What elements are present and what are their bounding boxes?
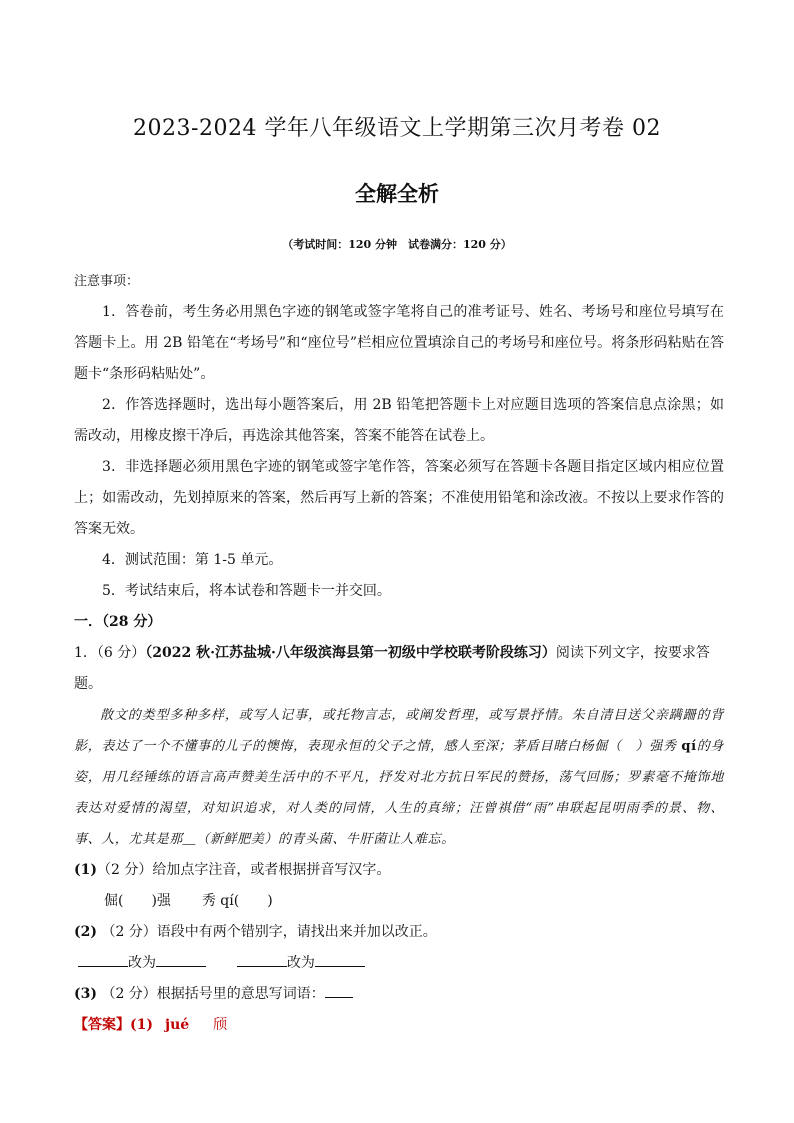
- note-item-1: 1．答卷前，考生务必用黑色字迹的钢笔或签字笔将自己的准考证号、姓名、考场号和座位号填写在答题卡上。用 2B 铅笔在“考场号”和“座位号”栏相应位置填涂自己的考场号和座位号。将条形码粘贴在答题卡“条形码粘贴处”。: [74, 304, 724, 382]
- word-blank: [325, 983, 353, 998]
- section-heading: 一．（28 分）: [74, 614, 162, 630]
- change-label-1: 改为: [128, 955, 156, 971]
- correct-char-blank-2: [315, 952, 365, 967]
- sub-question-2-blanks: [74, 948, 724, 979]
- document-title: 2023-2024 学年八年级语文上学期第三次月考卷 02: [133, 116, 661, 141]
- sub-question-3-text: （2 分）根据括号里的意思写词语：: [101, 986, 325, 1002]
- answer-number: (1): [130, 1017, 153, 1033]
- document-body: [74, 266, 724, 1041]
- passage-part-b: 的身姿，用几经锤练的语言高声赞美生活中的不平凡，抒发对北方抗日军民的赞扬，荡气回肠；罗素毫不掩饰地表达对爱情的渴望，对知识追求，对人类的同情，人生的真缔；汪曾祺借“雨”串联起昆明雨季的景、物、事、人，尤其是那＿（新鲜肥美）的青头菌、牛肝菌让人难忘。: [74, 739, 724, 847]
- sub-question-2: [74, 917, 724, 948]
- question-1-heading: [74, 638, 724, 700]
- note-item-2: 2．作答选择题时，选出每小题答案后，用 2B 铅笔把答题卡上对应题目选项的答案信息点涂黑；如需改动，用橡皮擦干净后，再选涂其他答案，答案不能答在试卷上。: [74, 397, 724, 444]
- answer-line: [74, 1010, 724, 1041]
- answer-tag: 【答案】: [74, 1017, 130, 1033]
- answer-char: 颀: [213, 1017, 228, 1033]
- note-item-3: 3．非选择题必须用黑色字迹的钢笔或签字笔作答，答案必须写在答题卡各题目指定区域内相应位置上；如需改动，先划掉原来的答案，然后再写上新的答案；不准使用铅笔和涂改液。不按以上要求作答的答案无效。: [74, 459, 724, 537]
- exam-info: （考试时间：120 分钟 试卷满分：120 分）: [282, 238, 512, 251]
- passage-part-a: 散文的类型多种多样，或写人记事，或托物言志，或阐发哲理，或写景抒情。朱自清目送父亲蹒跚的背影，表达了一个不懂事的儿子的懊悔，表现永恒的父子之情，感人至深；茅盾目睹白杨倔（ ）强秀: [74, 708, 724, 754]
- wrong-char-blank-1: [78, 952, 128, 967]
- answer-pinyin: jué: [165, 1017, 190, 1033]
- document-subtitle: 全解全析: [355, 182, 439, 206]
- sub-question-3-number: (3): [74, 986, 97, 1002]
- sub-question-1-number: (1): [74, 862, 97, 878]
- reading-passage: [74, 700, 724, 855]
- note-item-4: 4．测试范围：第 1-5 单元。: [102, 552, 283, 568]
- question-1-source: （2022 秋·江苏盐城·八年级滨海县第一初级中学校联考阶段练习）: [145, 645, 556, 661]
- blank-jue: 倔( )强: [104, 893, 171, 909]
- blank-qi: 秀 qí( ): [201, 893, 273, 909]
- change-label-2: 改为: [286, 955, 315, 971]
- notes-title: 注意事项：: [74, 274, 140, 289]
- sub-question-1: [74, 855, 724, 886]
- question-1-instruction: 阅读下列文字，按要求答题。: [74, 645, 710, 692]
- sub-question-3: [74, 979, 724, 1010]
- correct-char-blank-1: [156, 952, 206, 967]
- note-item-5: 5．考试结束后，将本试卷和答题卡一并交回。: [102, 583, 391, 599]
- sub-question-1-text: （2 分）给加点字注音，或者根据拼音写汉字。: [97, 862, 391, 878]
- sub-question-1-blanks: [74, 886, 724, 917]
- sub-question-2-text: （2 分）语段中有两个错别字，请找出来并加以改正。: [101, 924, 437, 940]
- question-1-number: 1．（6 分）: [74, 645, 146, 661]
- passage-pinyin: qí: [681, 739, 697, 754]
- sub-question-2-number: (2): [74, 924, 97, 940]
- wrong-char-blank-2: [237, 952, 287, 967]
